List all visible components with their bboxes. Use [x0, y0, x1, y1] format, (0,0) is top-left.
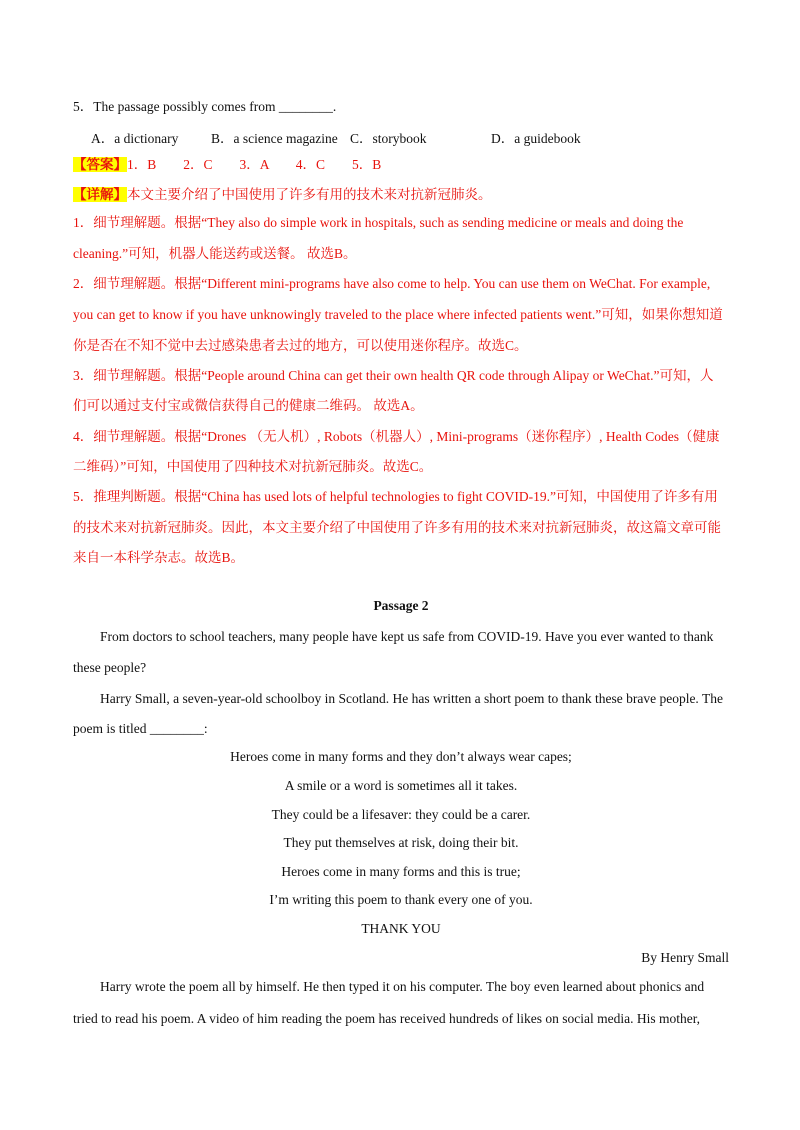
question-5-stem: 5．The passage possibly comes from ________.	[73, 99, 337, 114]
poem-line-2: A smile or a word is sometimes all it takes.	[284, 778, 518, 793]
detail-line-12: 来自一本科学杂志。故选B。	[73, 550, 245, 565]
option-a: A．a dictionary	[91, 131, 179, 146]
passage-title: Passage 2	[373, 598, 429, 613]
option-d: D．a guidebook	[491, 131, 581, 146]
detail-line-9: 二维码）”可知，中国使用了四种技术对抗新冠肺炎。故选C。	[73, 459, 433, 474]
answer-text: 1．B 2．C 3．A 4．C 5．B	[127, 157, 382, 172]
detail-line-2: cleaning.”可知，机器人能送药或送餐。 故选B。	[73, 246, 357, 261]
poem-line-3: They could be a lifesaver: they could be a carer.	[271, 807, 531, 822]
answer-tag: 【答案】	[73, 157, 127, 172]
byline: By Henry Small	[641, 950, 729, 965]
poem-line-5: Heroes come in many forms and this is true;	[281, 864, 521, 879]
detail-line-5: 你是否在不知不觉中去过感染患者去过的地方，可以使用迷你程序。故选C。	[73, 338, 528, 353]
poem-line-1: Heroes come in many forms and they don’t always wear capes;	[230, 749, 572, 764]
option-c: C．storybook	[350, 131, 427, 146]
answer-line	[73, 156, 729, 174]
detail-line-4: you can get to know if you have unknowingly traveled to the place where infected patients went.”可知，如果你想知道	[73, 307, 723, 322]
poem-line-6: I’m writing this poem to thank every one of you.	[269, 892, 533, 907]
paragraph-2-line-1: Harry Small, a seven-year-old schoolboy in Scotland. He has written a short poem to thank these brave people. The	[100, 691, 723, 706]
poem-line-4: They put themselves at risk, doing their bit.	[283, 835, 519, 850]
paragraph-3-line-2: tried to read his poem. A video of him reading the poem has received hundreds of likes on social media. His mother,	[73, 1011, 701, 1026]
poem-line-7: THANK YOU	[361, 921, 441, 936]
detail-line-8: 4．细节理解题。根据“Drones （无人机）, Robots（机器人）, Mini-programs（迷你程序）, Health Codes（健康	[73, 429, 720, 444]
detail-line-10: 5．推理判断题。根据“China has used lots of helpful technologies to fight COVID-19.”可知，中国使用了许多有用	[73, 489, 718, 504]
paragraph-1-line-2: these people?	[73, 660, 147, 675]
detail-line-6: 3．细节理解题。根据“People around China can get their own health QR code through Alipay or WeChat.”可知，人	[73, 368, 714, 383]
option-b: B．a science magazine	[211, 131, 338, 146]
detail-intro-line	[73, 186, 729, 204]
detail-line-11: 的技术来对抗新冠肺炎。因此，本文主要介绍了中国使用了许多有用的技术来对抗新冠肺炎，故这篇文章可能	[73, 520, 721, 535]
detail-intro: 本文主要介绍了中国使用了许多有用的技术来对抗新冠肺炎。	[127, 187, 492, 202]
paragraph-1-line-1: From doctors to school teachers, many people have kept us safe from COVID-19. Have you ever wanted to thank	[100, 629, 714, 644]
detail-line-7: 们可以通过支付宝或微信获得自己的健康二维码。 故选A。	[73, 398, 424, 413]
paragraph-3-line-1: Harry wrote the poem all by himself. He then typed it on his computer. The boy even learned about phonics and	[100, 979, 705, 994]
detail-line-3: 2．细节理解题。根据“Different mini-programs have also come to help. You can use them on WeChat. For example,	[73, 276, 711, 291]
detail-line-1: 1．细节理解题。根据“They also do simple work in hospitals, such as sending medicine or meals and doing the	[73, 215, 684, 230]
detail-tag: 【详解】	[73, 187, 127, 202]
paragraph-2-line-2: poem is titled ________:	[73, 721, 208, 736]
